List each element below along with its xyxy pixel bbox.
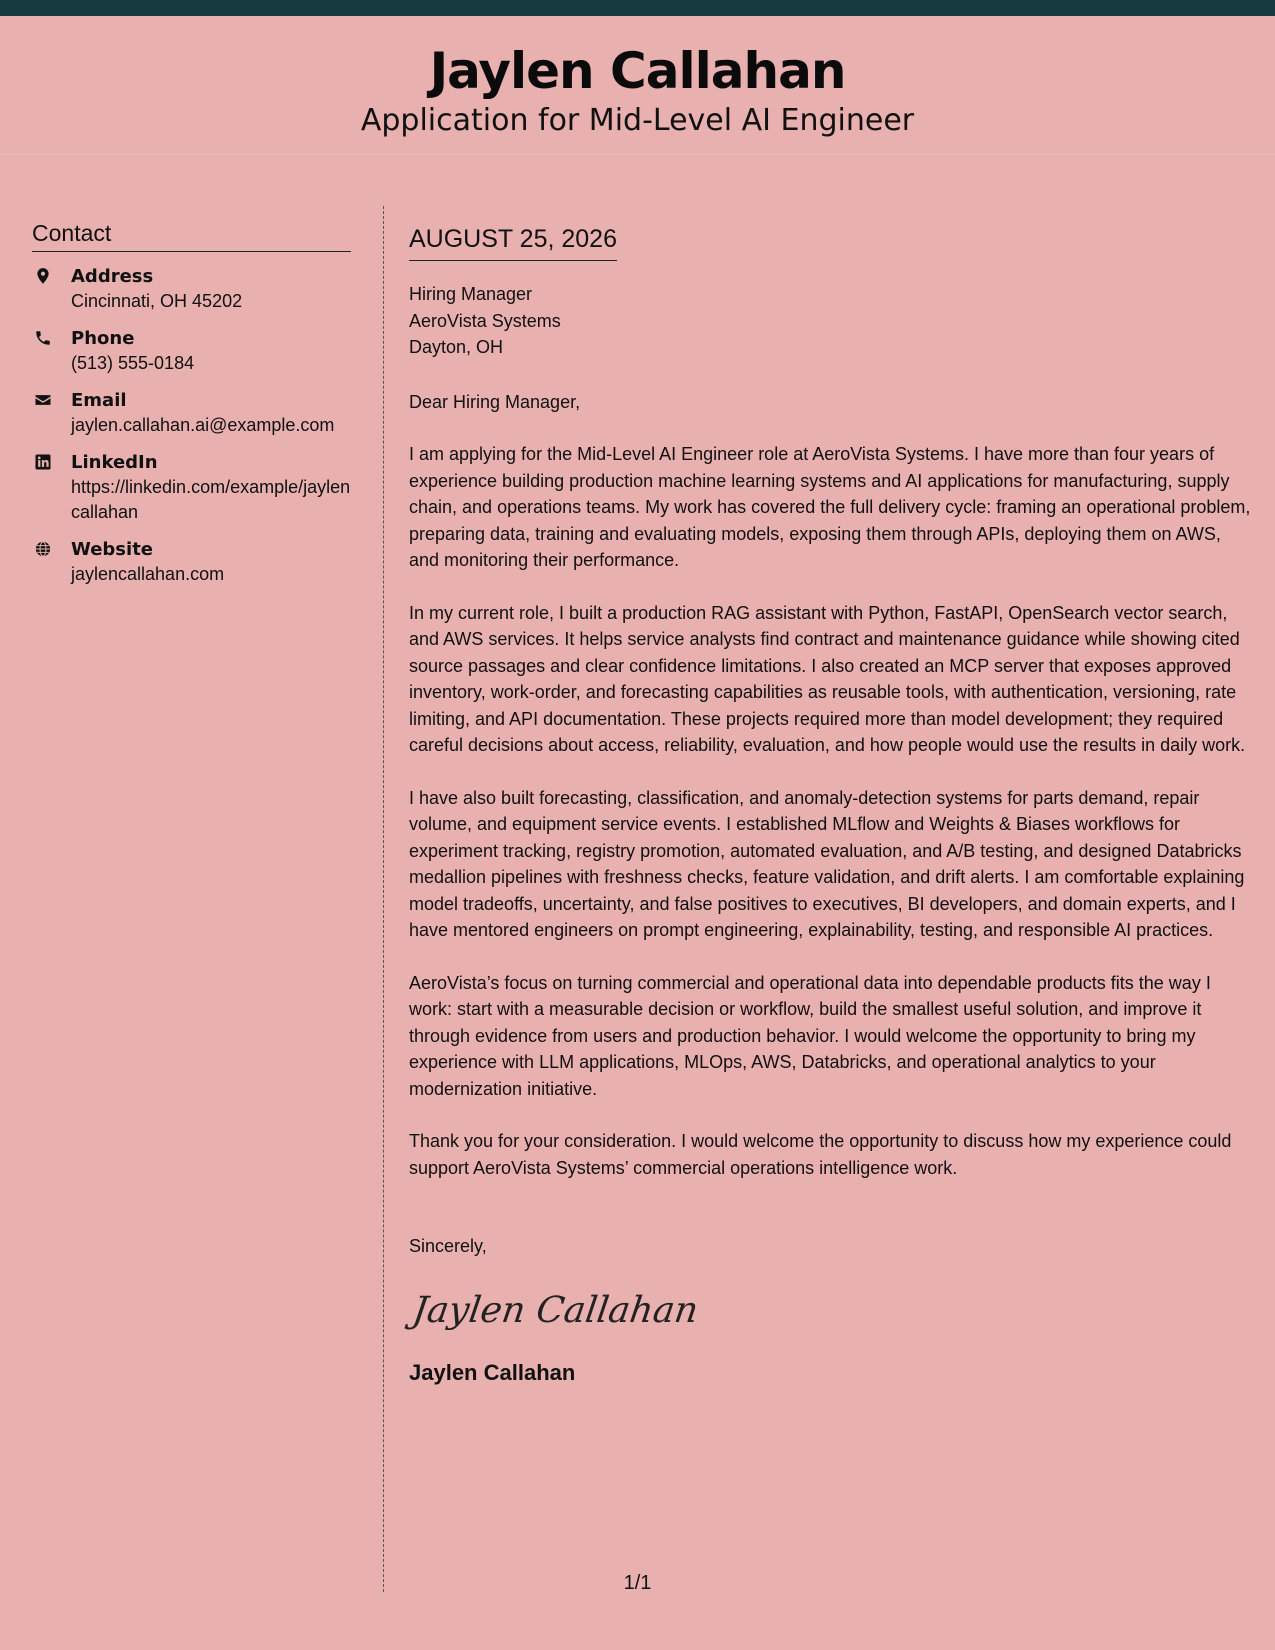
- letter-paragraph: I have also built forecasting, classification, and anomaly-detection systems for parts demand, repair volume, and equipment service events. I established MLflow and Weights & Biases workflows for experiment tracking, registry promotion, automated evaluation, and A/B testing, and designed Databricks medallion pipelines with freshness checks, feature validation, and drift alerts. I am comfortable explaining model tradeoffs, uncertainty, and false positives to executives, BI developers, and domain experts, and I have mentored engineers on prompt engineering, explainability, testing, and responsible AI practices.: [409, 787, 1245, 940]
- globe-icon: [34, 540, 52, 558]
- contact-sidebar: [32, 218, 351, 599]
- page-number: 1/1: [623, 1572, 652, 1594]
- contact-item-website: [32, 537, 351, 587]
- address-value: Cincinnati, OH 45202: [71, 291, 243, 311]
- phone-value: (513) 555-0184: [71, 353, 195, 373]
- contact-item-linkedin: [32, 450, 351, 525]
- email-value[interactable]: jaylen.callahan.ai@example.com: [71, 415, 335, 435]
- page-header: [0, 16, 1275, 155]
- phone-icon: [34, 329, 52, 347]
- linkedin-icon: [34, 453, 52, 471]
- recipient-company: AeroVista Systems: [409, 310, 561, 331]
- recipient-title: Hiring Manager: [409, 284, 533, 304]
- contact-item-email: [32, 388, 351, 438]
- svg-text:Jaylen Callahan: Jaylen Callahan: [410, 1287, 701, 1331]
- address-label: Address: [71, 266, 154, 287]
- applicant-name: Jaylen Callahan: [429, 42, 846, 100]
- contact-item-address: [32, 264, 351, 314]
- column-divider: [383, 206, 384, 1592]
- recipient-block: [409, 281, 1251, 361]
- map-pin-icon: [34, 267, 52, 285]
- handwritten-signature: [410, 1282, 1251, 1338]
- email-label: Email: [71, 390, 127, 411]
- contact-item-phone: [32, 326, 351, 376]
- salutation: Dear Hiring Manager,: [409, 391, 581, 412]
- letter-paragraph: AeroVista’s focus on turning commercial and operational data into dependable products fits the way I work: start with a measurable decision or workflow, build the smallest useful solution, and improve it through evidence from users and production behavior. I would welcome the opportunity to bring my experience with LLM applications, MLOps, AWS, Databricks, and operational analytics to your modernization initiative.: [409, 972, 1211, 1099]
- letter-paragraph: Thank you for your consideration. I would welcome the opportunity to discuss how my experience could support AeroVista Systems’ commercial operations intelligence work.: [409, 1131, 1232, 1178]
- recipient-location: Dayton, OH: [409, 337, 504, 357]
- website-label: Website: [71, 539, 154, 560]
- contact-heading: Contact: [32, 218, 351, 252]
- linkedin-value[interactable]: https://linkedin.com/example/jaylencallahan: [71, 477, 351, 522]
- letter-paragraph: In my current role, I built a production RAG assistant with Python, FastAPI, OpenSearch vector search, and AWS services. It helps service analysts find contract and maintenance guidance while showing cited source passages and clear confidence limitations. I also created an MCP server that exposes approved inventory, work-order, and forecasting capabilities as reusable tools, with authentication, versioning, rate limiting, and API documentation. These projects required more than model development; they required careful decisions about access, reliability, evaluation, and how people would use the results in daily work.: [409, 602, 1246, 755]
- application-subtitle: Application for Mid-Level AI Engineer: [360, 103, 915, 138]
- letter-body: [409, 222, 1251, 1388]
- phone-label: Phone: [71, 328, 135, 349]
- letter-date: AUGUST 25, 2026: [409, 222, 617, 261]
- envelope-icon: [34, 391, 52, 409]
- closing: Sincerely,: [409, 1236, 487, 1256]
- website-value[interactable]: jaylencallahan.com: [71, 564, 225, 584]
- top-accent-bar: [0, 0, 1275, 16]
- linkedin-label: LinkedIn: [71, 452, 158, 473]
- letter-paragraph: I am applying for the Mid-Level AI Engineer role at AeroVista Systems. I have more than four years of experience building production machine learning systems and AI applications for manufacturing, supply chain, and operations teams. My work has covered the full delivery cycle: framing an operational problem, preparing data, training and evaluating models, exposing them through APIs, deploying them on AWS, and monitoring their performance.: [409, 444, 1251, 570]
- signed-name: Jaylen Callahan: [409, 1359, 576, 1385]
